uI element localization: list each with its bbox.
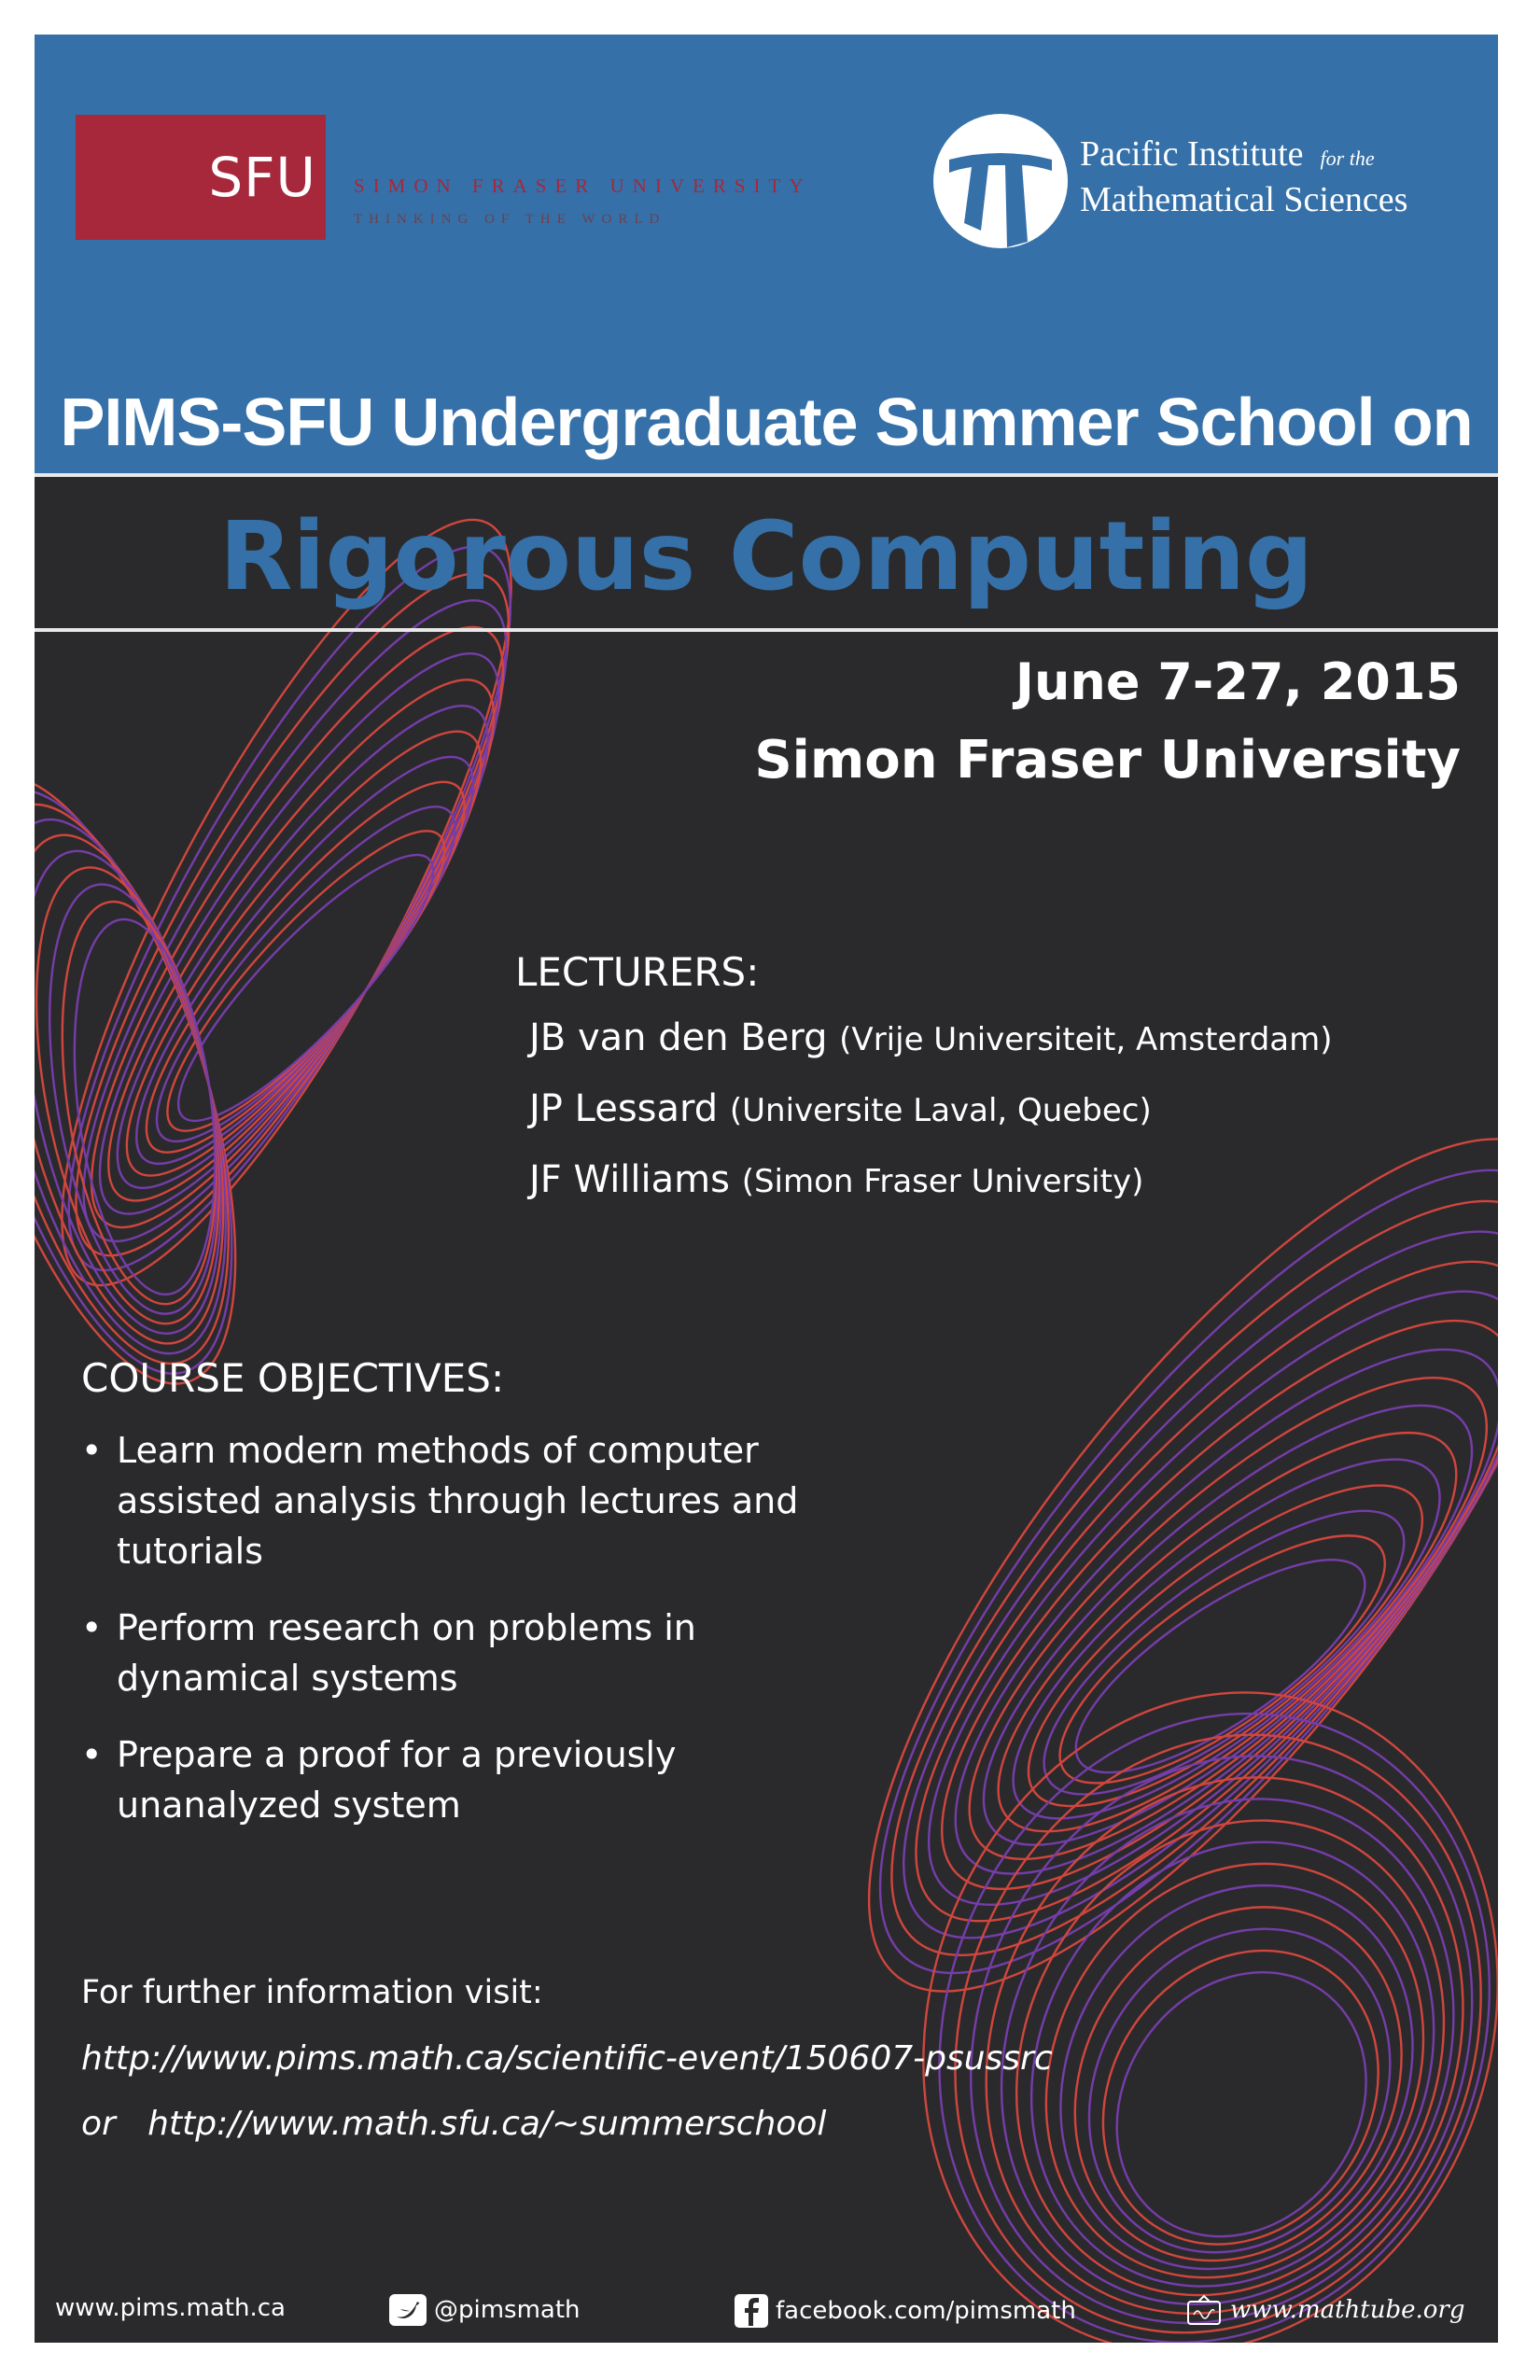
facebook-icon <box>735 2294 768 2328</box>
event-venue: Simon Fraser University <box>754 730 1461 791</box>
decorative-curve <box>945 1373 1498 1892</box>
pims-wordmark <box>1080 133 1407 220</box>
objectives-list <box>81 1425 800 1856</box>
sfu-tagline: THINKING OF THE WORLD <box>354 212 666 227</box>
lecturer-item <box>529 1087 1333 1130</box>
decorative-curve <box>810 1145 1498 2025</box>
footer-mathtube <box>1185 2294 1465 2326</box>
objective-item <box>81 1729 800 1830</box>
pims-name-line2: Mathematical Sciences <box>1080 180 1408 219</box>
pims-pi-icon <box>931 111 1071 251</box>
objective-text: Prepare a proof for a previously unanalyzed system <box>117 1734 677 1826</box>
objective-item <box>81 1425 800 1576</box>
info-label: For further information visit: <box>81 1974 543 2011</box>
decorative-curve <box>924 1341 1498 1910</box>
decorative-curve <box>35 796 272 1376</box>
mathtube-link[interactable]: www.mathtube.org <box>1230 2296 1465 2324</box>
divider-bottom <box>35 628 1498 632</box>
lecturer-item <box>529 1158 1333 1201</box>
sfu-summerschool-link[interactable]: http://www.math.sfu.ca/~summerschool <box>147 2105 827 2143</box>
twitter-icon <box>389 2294 427 2326</box>
lecturer-name: JP Lessard <box>529 1087 719 1130</box>
bullet-icon: • <box>81 1607 103 1648</box>
objective-text: Perform research on problems in dynamical systems <box>117 1607 696 1699</box>
event-date: June 7-27, 2015 <box>1015 652 1461 711</box>
decorative-curve <box>35 761 287 1403</box>
or-text: or <box>81 2105 116 2143</box>
header-banner <box>35 35 1498 473</box>
lecturers-heading: LECTURERS: <box>515 949 760 995</box>
pims-event-link[interactable]: http://www.pims.math.ca/scientific-event/150607-psussrc <box>81 2039 1053 2078</box>
footer-website <box>55 2294 286 2322</box>
sfu-wordmark: SIMON FRASER UNIVERSITY <box>354 175 812 197</box>
poster <box>35 35 1498 2343</box>
twitter-link[interactable]: @pimsmath <box>434 2296 581 2324</box>
page-title: Rigorous Computing <box>218 501 1313 612</box>
info-url-1 <box>81 2039 1053 2078</box>
lecturer-item <box>529 1016 1333 1059</box>
lecturer-name: JB van den Berg <box>529 1016 828 1059</box>
headline: PIMS-SFU Undergraduate Summer School on <box>60 385 1473 460</box>
objectives-heading: COURSE OBJECTIVES: <box>81 1355 505 1401</box>
pims-name-line1: Pacific Institute <box>1080 134 1304 174</box>
footer-twitter <box>389 2294 581 2326</box>
lecturer-affiliation: (Simon Fraser University) <box>741 1163 1144 1200</box>
footer-facebook <box>735 2294 1076 2328</box>
bullet-icon: • <box>81 1430 103 1471</box>
lecturers-list <box>529 1016 1333 1229</box>
facebook-link[interactable]: facebook.com/pimsmath <box>776 2297 1076 2325</box>
mathtube-tv-icon <box>1185 2294 1223 2326</box>
decorative-curve <box>35 498 583 1319</box>
footer <box>35 2277 1498 2343</box>
lecturer-name: JF Williams <box>529 1158 730 1201</box>
bullet-icon: • <box>81 1734 103 1775</box>
decorative-curve <box>991 1820 1482 2334</box>
sfu-logo: SFU <box>76 115 326 240</box>
pims-name-for-the: for the <box>1320 147 1375 170</box>
pims-website-link[interactable]: www.pims.math.ca <box>55 2294 286 2322</box>
lecturer-affiliation: (Universite Laval, Quebec) <box>729 1092 1152 1129</box>
objective-text: Learn modern methods of computer assisted analysis through lectures and tutorials <box>117 1430 799 1572</box>
decorative-curve <box>901 1699 1498 2343</box>
lecturer-affiliation: (Vrije Universiteit, Amsterdam) <box>839 1021 1333 1058</box>
decorative-curve <box>92 720 516 1201</box>
divider-top <box>35 473 1498 477</box>
objective-item <box>81 1603 800 1703</box>
info-url-2 <box>81 2105 826 2143</box>
